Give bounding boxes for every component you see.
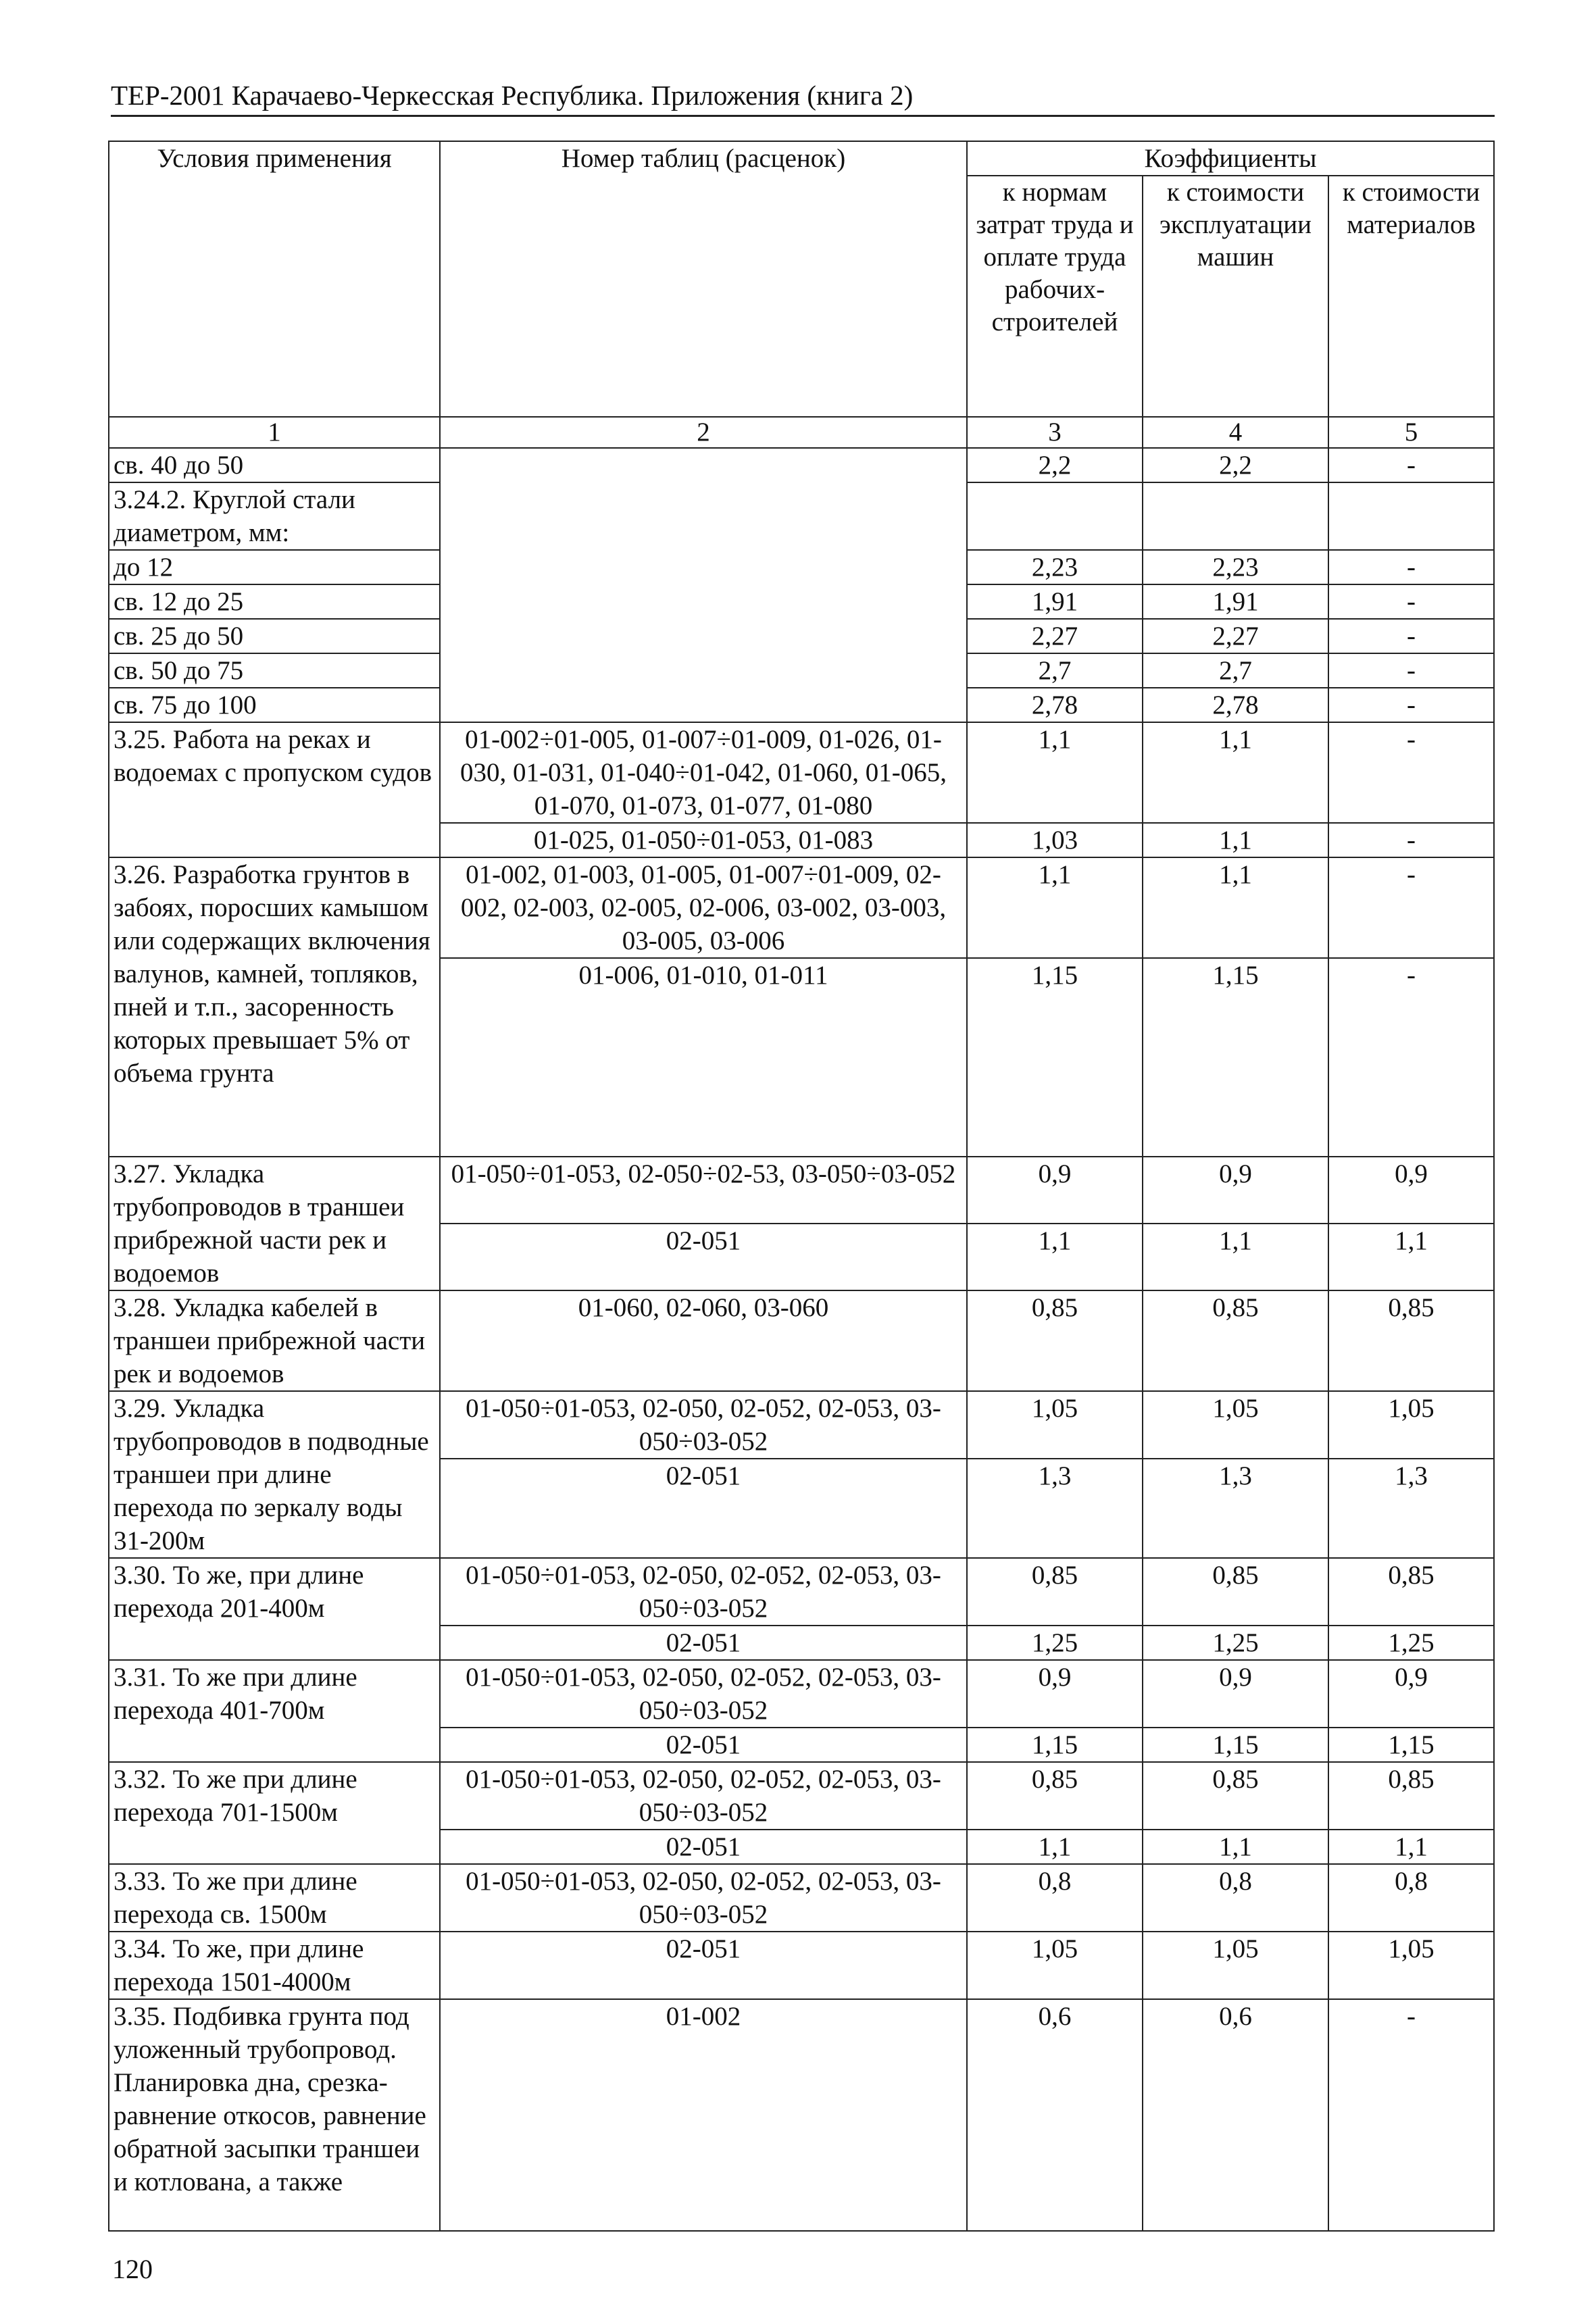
machines-coef: 2,78 — [1143, 688, 1328, 722]
table-numbers-cell: 02-051 — [440, 1626, 967, 1660]
condition-cell: 3.27. Укладка трубопроводов в траншеи прибрежной части рек и водоемов — [109, 1157, 440, 1290]
labor-coef: 0,85 — [967, 1762, 1143, 1830]
machines-coef: 1,3 — [1143, 1459, 1328, 1558]
machines-coef: 1,05 — [1143, 1932, 1328, 1999]
condition-cell: 3.34. То же, при длине перехода 1501-4000м — [109, 1932, 440, 1999]
labor-coef: 1,3 — [967, 1459, 1143, 1558]
table-numbers-cell: 01-060, 02-060, 03-060 — [440, 1290, 967, 1391]
materials-coef: - — [1328, 653, 1494, 688]
labor-coef: 2,78 — [967, 688, 1143, 722]
materials-coef: - — [1328, 958, 1494, 1157]
condition-cell: св. 40 до 50 — [109, 448, 440, 482]
labor-coef: 0,6 — [967, 1999, 1143, 2231]
table-numbers-cell: 01-050÷01-053, 02-050÷02-53, 03-050÷03-052 — [440, 1157, 967, 1224]
table-numbers-cell: 01-006, 01-010, 01-011 — [440, 958, 967, 1157]
labor-coef: 1,05 — [967, 1932, 1143, 1999]
table-numbers-cell: 02-051 — [440, 1224, 967, 1290]
condition-cell: 3.35. Подбивка грунта под уложенный трубопровод. Планировка дна, срезка-равнение откосов, равнение обратной засыпки траншеи и котлована, а также — [109, 1999, 440, 2231]
labor-coef: 0,9 — [967, 1660, 1143, 1728]
materials-coef: 1,15 — [1328, 1728, 1494, 1762]
condition-cell: 3.31. То же при длине перехода 401-700м — [109, 1660, 440, 1762]
materials-coef: 0,8 — [1328, 1864, 1494, 1932]
column-number: 3 — [967, 417, 1143, 448]
materials-coef: 0,85 — [1328, 1290, 1494, 1391]
labor-coef: 1,15 — [967, 958, 1143, 1157]
labor-coef: 0,85 — [967, 1290, 1143, 1391]
table-header-row — [109, 141, 1494, 176]
machines-coef: 0,9 — [1143, 1660, 1328, 1728]
table-numbers-cell: 01-002÷01-005, 01-007÷01-009, 01-026, 01-030, 01-031, 01-040÷01-042, 01-060, 01-065, 01-070, 01-073, 01-077, 01-080 — [440, 722, 967, 823]
table-numbers-cell: 01-025, 01-050÷01-053, 01-083 — [440, 823, 967, 857]
labor-coef: 2,2 — [967, 448, 1143, 482]
condition-cell: св. 12 до 25 — [109, 584, 440, 619]
materials-coef: 1,3 — [1328, 1459, 1494, 1558]
column-number: 4 — [1143, 417, 1328, 448]
table-row — [109, 448, 1494, 482]
labor-coef: 1,1 — [967, 1830, 1143, 1864]
machines-coef: 1,05 — [1143, 1391, 1328, 1459]
condition-cell: св. 75 до 100 — [109, 688, 440, 722]
labor-coef: 1,15 — [967, 1728, 1143, 1762]
page-number: 120 — [112, 2254, 153, 2284]
machines-coef: 0,85 — [1143, 1558, 1328, 1626]
machines-coef: 1,25 — [1143, 1626, 1328, 1660]
materials-coef: - — [1328, 688, 1494, 722]
table-numbers-cell: 01-050÷01-053, 02-050, 02-052, 02-053, 03-050÷03-052 — [440, 1864, 967, 1932]
table-numbers-cell: 02-051 — [440, 1459, 967, 1558]
condition-cell: св. 25 до 50 — [109, 619, 440, 653]
table-row — [109, 1932, 1494, 1999]
table-numbers-cell: 02-051 — [440, 1728, 967, 1762]
coefficients-table — [108, 141, 1495, 2232]
condition-cell: 3.26. Разработка грунтов в забоях, поросших камышом или содержащих включения валунов, камней, топляков, пней и т.п., засоренность которых превышает 5% от объема грунта — [109, 857, 440, 1157]
table-numbers-cell: 01-050÷01-053, 02-050, 02-052, 02-053, 03-050÷03-052 — [440, 1762, 967, 1830]
machines-coef: 1,1 — [1143, 1830, 1328, 1864]
labor-coef — [967, 482, 1143, 550]
machines-coef: 1,15 — [1143, 1728, 1328, 1762]
condition-cell: св. 50 до 75 — [109, 653, 440, 688]
machines-coef: 2,2 — [1143, 448, 1328, 482]
table-row — [109, 1660, 1494, 1728]
labor-coef: 1,1 — [967, 1224, 1143, 1290]
materials-coef: 1,1 — [1328, 1830, 1494, 1864]
condition-cell: 3.29. Укладка трубопроводов в подводные траншеи при длине перехода по зеркалу воды 31-200м — [109, 1391, 440, 1558]
machines-coef: 1,1 — [1143, 1224, 1328, 1290]
table-numbers-cell: 02-051 — [440, 1830, 967, 1864]
table-row — [109, 1391, 1494, 1459]
table-row — [109, 1864, 1494, 1932]
table-row — [109, 1290, 1494, 1391]
machines-coef: 1,1 — [1143, 823, 1328, 857]
machines-coef: 0,6 — [1143, 1999, 1328, 2231]
table-row — [109, 857, 1494, 958]
header-table-numbers: Номер таблиц (расценок) — [440, 141, 967, 417]
condition-cell: 3.28. Укладка кабелей в траншеи прибрежной части рек и водоемов — [109, 1290, 440, 1391]
materials-coef: 0,85 — [1328, 1762, 1494, 1830]
page-header: ТЕР-2001 Карачаево-Черкесская Республика. Приложения (книга 2) — [111, 80, 1495, 117]
machines-coef: 2,7 — [1143, 653, 1328, 688]
labor-coef: 1,03 — [967, 823, 1143, 857]
materials-coef: - — [1328, 550, 1494, 584]
labor-coef: 1,91 — [967, 584, 1143, 619]
header-conditions: Условия применения — [109, 141, 440, 417]
labor-coef: 2,23 — [967, 550, 1143, 584]
condition-cell: 3.25. Работа на реках и водоемах с пропуском судов — [109, 722, 440, 857]
condition-cell: 3.32. То же при длине перехода 701-1500м — [109, 1762, 440, 1864]
table-row — [109, 1157, 1494, 1224]
machines-coef: 2,27 — [1143, 619, 1328, 653]
machines-coef: 1,1 — [1143, 857, 1328, 958]
labor-coef: 1,1 — [967, 722, 1143, 823]
machines-coef: 1,1 — [1143, 722, 1328, 823]
header-machines: к стоимости эксплуатации машин — [1143, 176, 1328, 417]
machines-coef: 2,23 — [1143, 550, 1328, 584]
labor-coef: 1,1 — [967, 857, 1143, 958]
labor-coef: 0,9 — [967, 1157, 1143, 1224]
table-row — [109, 1762, 1494, 1830]
materials-coef: 1,25 — [1328, 1626, 1494, 1660]
table-numbers-cell: 01-002 — [440, 1999, 967, 2231]
table-numbers-cell: 01-050÷01-053, 02-050, 02-052, 02-053, 03-050÷03-052 — [440, 1391, 967, 1459]
table-numbers-cell — [440, 448, 967, 722]
table-numbers-cell: 01-050÷01-053, 02-050, 02-052, 02-053, 03-050÷03-052 — [440, 1558, 967, 1626]
machines-coef: 0,85 — [1143, 1762, 1328, 1830]
materials-coef: - — [1328, 823, 1494, 857]
materials-coef: - — [1328, 584, 1494, 619]
column-number: 1 — [109, 417, 440, 448]
materials-coef: - — [1328, 448, 1494, 482]
column-number: 2 — [440, 417, 967, 448]
materials-coef: 1,05 — [1328, 1932, 1494, 1999]
table-numbers-cell: 02-051 — [440, 1932, 967, 1999]
machines-coef: 0,85 — [1143, 1290, 1328, 1391]
materials-coef: - — [1328, 857, 1494, 958]
table-row — [109, 1558, 1494, 1626]
machines-coef: 1,91 — [1143, 584, 1328, 619]
materials-coef: 0,85 — [1328, 1558, 1494, 1626]
labor-coef: 2,27 — [967, 619, 1143, 653]
labor-coef: 0,85 — [967, 1558, 1143, 1626]
materials-coef: 0,9 — [1328, 1157, 1494, 1224]
materials-coef: - — [1328, 1999, 1494, 2231]
table-row — [109, 722, 1494, 823]
labor-coef: 0,8 — [967, 1864, 1143, 1932]
materials-coef: 1,05 — [1328, 1391, 1494, 1459]
materials-coef: 0,9 — [1328, 1660, 1494, 1728]
table-numbers-cell: 01-050÷01-053, 02-050, 02-052, 02-053, 03-050÷03-052 — [440, 1660, 967, 1728]
machines-coef: 0,8 — [1143, 1864, 1328, 1932]
condition-cell: 3.24.2. Круглой стали диаметром, мм: — [109, 482, 440, 550]
materials-coef — [1328, 482, 1494, 550]
header-coefficients: Коэффициенты — [967, 141, 1494, 176]
machines-coef: 0,9 — [1143, 1157, 1328, 1224]
materials-coef: - — [1328, 722, 1494, 823]
table-row — [109, 1999, 1494, 2231]
header-labor: к нормам затрат труда и оплате труда рабочих-строителей — [967, 176, 1143, 417]
condition-cell: 3.30. То же, при длине перехода 201-400м — [109, 1558, 440, 1660]
machines-coef — [1143, 482, 1328, 550]
materials-coef: - — [1328, 619, 1494, 653]
column-number: 5 — [1328, 417, 1494, 448]
labor-coef: 1,05 — [967, 1391, 1143, 1459]
condition-cell: до 12 — [109, 550, 440, 584]
labor-coef: 1,25 — [967, 1626, 1143, 1660]
machines-coef: 1,15 — [1143, 958, 1328, 1157]
condition-cell: 3.33. То же при длине перехода св. 1500м — [109, 1864, 440, 1932]
table-numbers-cell: 01-002, 01-003, 01-005, 01-007÷01-009, 02-002, 02-003, 02-005, 02-006, 03-002, 03-003, 03-005, 03-006 — [440, 857, 967, 958]
labor-coef: 2,7 — [967, 653, 1143, 688]
column-numbers-row — [109, 417, 1494, 448]
materials-coef: 1,1 — [1328, 1224, 1494, 1290]
header-materials: к стоимости материалов — [1328, 176, 1494, 417]
